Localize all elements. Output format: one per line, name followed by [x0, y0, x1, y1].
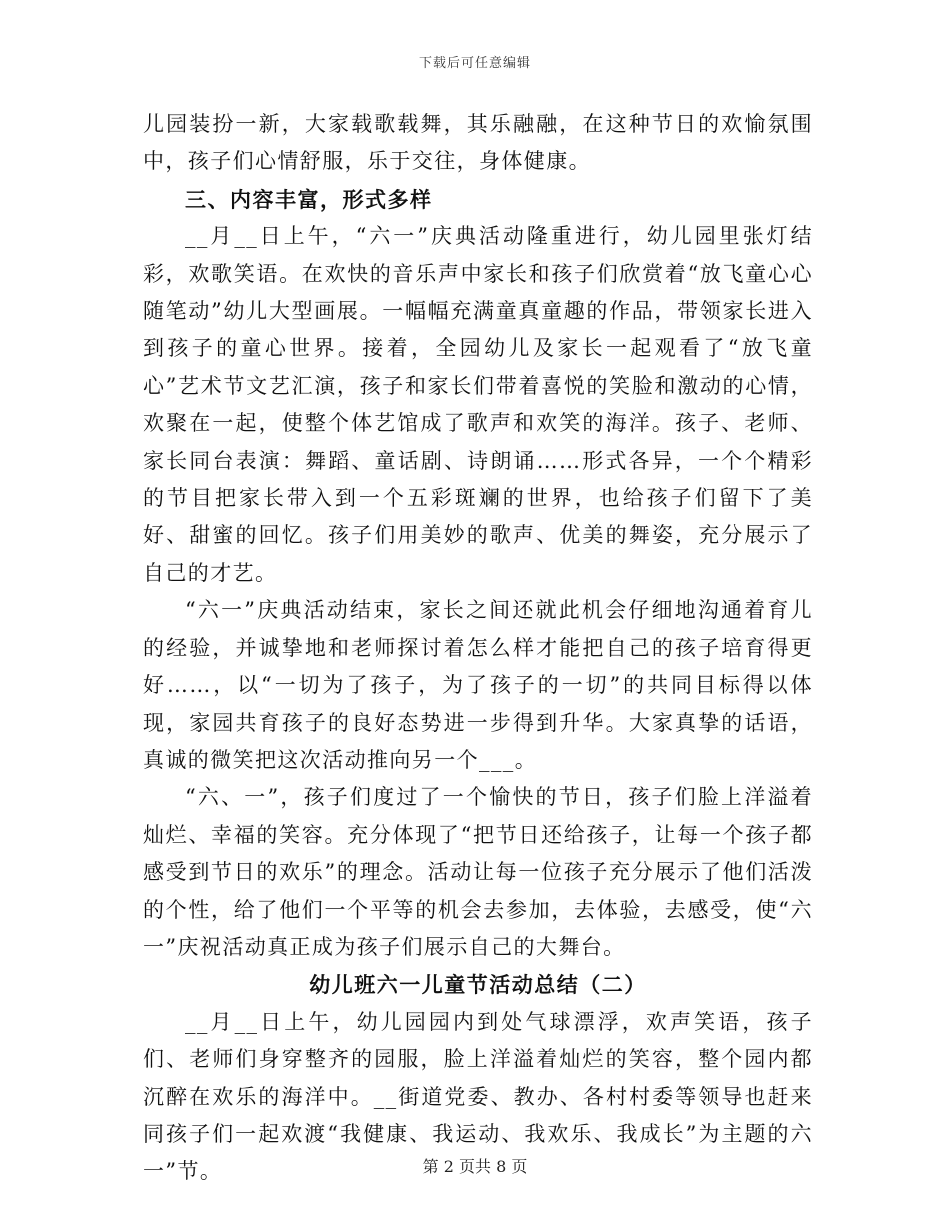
paragraph-parents: “六一”庆典活动结束，家长之间还就此机会仔细地沟通着育儿的经验，并诚挚地和老师探讨着怎么样才能把自己的孩子培育得更好……，以“一切为了孩子，为了孩子的一切”的共同目标得以体现，家园共育孩子的良好态势进一步得到升华。大家真挚的话语，真诚的微笑把这次活动推向另一个___。	[143, 598, 813, 772]
paragraph-second-report: __月__日上午，幼儿园园内到处气球漂浮，欢声笑语，孩子们、老师们身穿整齐的园服，脸上洋溢着灿烂的笑容，整个园内都沉醉在欢乐的海洋中。__街道党委、教办、各村村委等领导也赶来同孩子们一起欢渡“我健康、我运动、我欢乐、我成长”为主题的六一”节。	[143, 1009, 813, 1184]
paragraph-continued: 儿园装扮一新，大家载歌载舞，其乐融融，在这种节日的欢愉氛围中，孩子们心情舒服，乐于交往，身体健康。	[143, 112, 813, 174]
section-heading: 三、内容丰富，形式多样	[185, 186, 433, 212]
page-header: 下载后可任意编辑	[418, 56, 531, 71]
page-number: 第 2 页共 8 页	[422, 1157, 528, 1176]
document-subtitle: 幼儿班六一儿童节活动总结（二）	[309, 972, 647, 998]
document-body	[143, 106, 813, 1191]
paragraph-summary: “六、一”，孩子们度过了一个愉快的节日，孩子们脸上洋溢着灿烂、幸福的笑容。充分体现了“把节日还给孩子，让每一个孩子都感受到节日的欢乐”的理念。活动让每一位孩子充分展示了他们活泼的个性，给了他们一个平等的机会去参加，去体验，去感受，使“六一”庆祝活动真正成为孩子们展示自己的大舞台。	[143, 785, 813, 959]
paragraph-celebration: __月__日上午，“六一”庆典活动隆重进行，幼儿园里张灯结彩，欢歌笑语。在欢快的音乐声中家长和孩子们欣赏着“放飞童心心随笔动”幼儿大型画展。一幅幅充满童真童趣的作品，带领家长进入到孩子的童心世界。接着，全园幼儿及家长一起观看了“放飞童心”艺术节文艺汇演，孩子和家长们带着喜悦的笑脸和激动的心情，欢聚在一起，使整个体艺馆成了歌声和欢笑的海洋。孩子、老师、家长同台表演：舞蹈、童话剧、诗朗诵……形式各异，一个个精彩的节目把家长带入到一个五彩斑斓的世界，也给孩子们留下了美好、甜蜜的回忆。孩子们用美妙的歌声、优美的舞姿，充分展示了自己的才艺。	[143, 224, 813, 585]
